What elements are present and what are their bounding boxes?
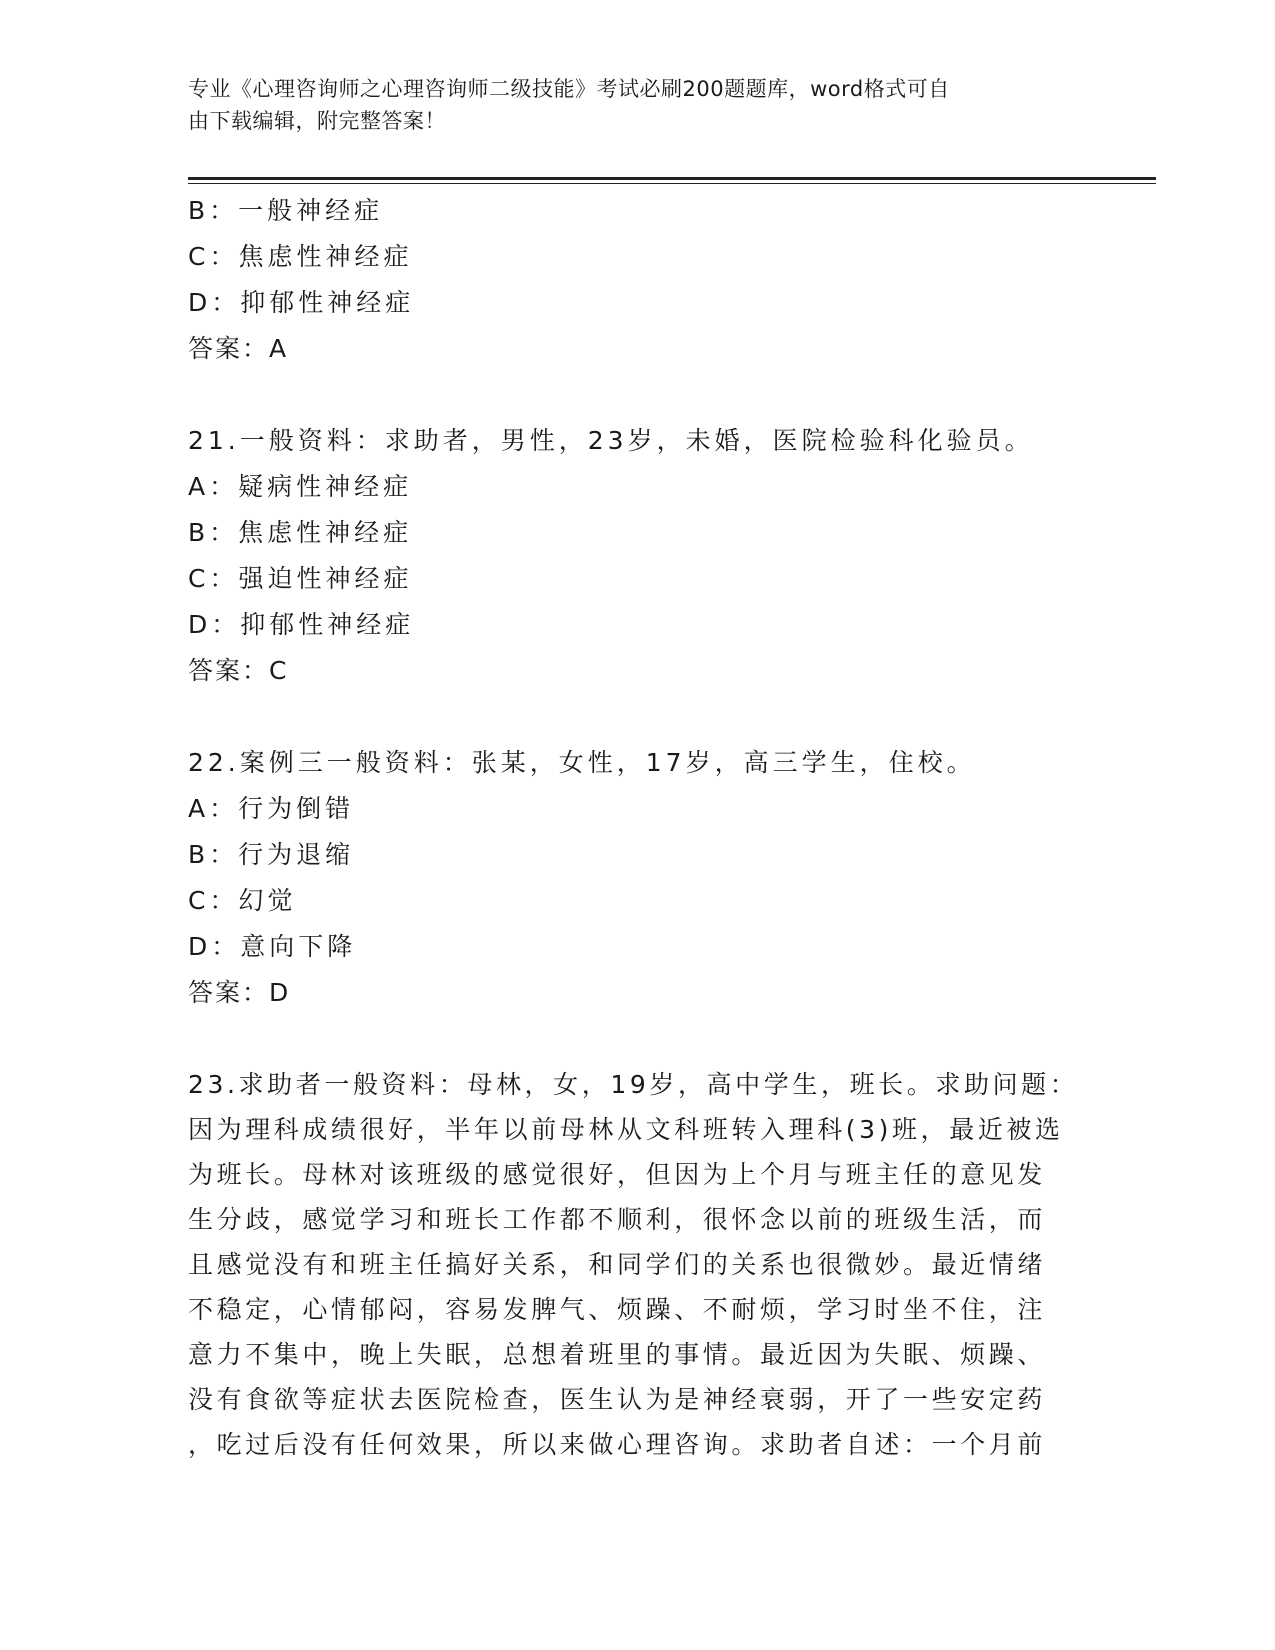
question-list (188, 188, 1079, 1467)
option-c: C：幻觉 (188, 886, 297, 915)
answer-line: 答案：C (188, 656, 289, 685)
paragraph-line: 且感觉没有和班主任搞好关系，和同学们的关系也很微妙。最近情绪 (188, 1250, 1047, 1279)
option-b: B：焦虑性神经症 (188, 518, 413, 547)
answer-line: 答案：D (188, 978, 291, 1007)
option-c: C：强迫性神经症 (188, 564, 413, 593)
paragraph-line: 23.求助者一般资料：母林，女，19岁，高中学生，班长。求助问题： (188, 1070, 1079, 1099)
header-divider-thin (188, 183, 1156, 184)
paragraph-line: 生分歧，感觉学习和班长工作都不顺利，很怀念以前的班级生活，而 (188, 1205, 1047, 1234)
paragraph-line: ，吃过后没有任何效果，所以来做心理咨询。求助者自述：一个月前 (188, 1430, 1047, 1459)
option-b: B：一般神经症 (188, 196, 384, 225)
spacer (188, 372, 1068, 418)
option-d: D：抑郁性神经症 (188, 610, 415, 639)
option-d: D：抑郁性神经症 (188, 288, 415, 317)
question-stem: 22.案例三一般资料：张某，女性，17岁，高三学生，住校。 (188, 748, 976, 777)
header-line-1: 专业《心理咨询师之心理咨询师二级技能》考试必刷200题题库，word格式可自 (188, 77, 950, 101)
carryover-question (188, 188, 1068, 372)
option-a: A：行为倒错 (188, 794, 355, 823)
question-21 (188, 418, 1068, 694)
spacer (188, 1016, 1068, 1062)
paragraph-line: 因为理科成绩很好，半年以前母林从文科班转入理科(3)班，最近被选 (188, 1115, 1064, 1144)
question-22 (188, 740, 1068, 1016)
paragraph-line: 意力不集中，晚上失眠，总想着班里的事情。最近因为失眠、烦躁、 (188, 1340, 1047, 1369)
question-23 (188, 1062, 1079, 1467)
option-d: D：意向下降 (188, 932, 357, 961)
document-header (188, 73, 1068, 137)
paragraph-line: 没有食欲等症状去医院检查，医生认为是神经衰弱，开了一些安定药 (188, 1385, 1047, 1414)
answer-line: 答案：A (188, 334, 289, 363)
paragraph-line: 不稳定，心情郁闷，容易发脾气、烦躁、不耐烦，学习时坐不住，注 (188, 1295, 1047, 1324)
spacer (188, 694, 1068, 740)
option-c: C：焦虑性神经症 (188, 242, 413, 271)
question-stem: 21.一般资料：求助者，男性，23岁，未婚，医院检验科化验员。 (188, 426, 1034, 455)
paragraph-line: 为班长。母林对该班级的感觉很好，但因为上个月与班主任的意见发 (188, 1160, 1047, 1189)
header-line-2: 由下载编辑，附完整答案！ (188, 109, 446, 133)
header-divider-thick (188, 177, 1156, 180)
option-b: B：行为退缩 (188, 840, 355, 869)
option-a: A：疑病性神经症 (188, 472, 413, 501)
